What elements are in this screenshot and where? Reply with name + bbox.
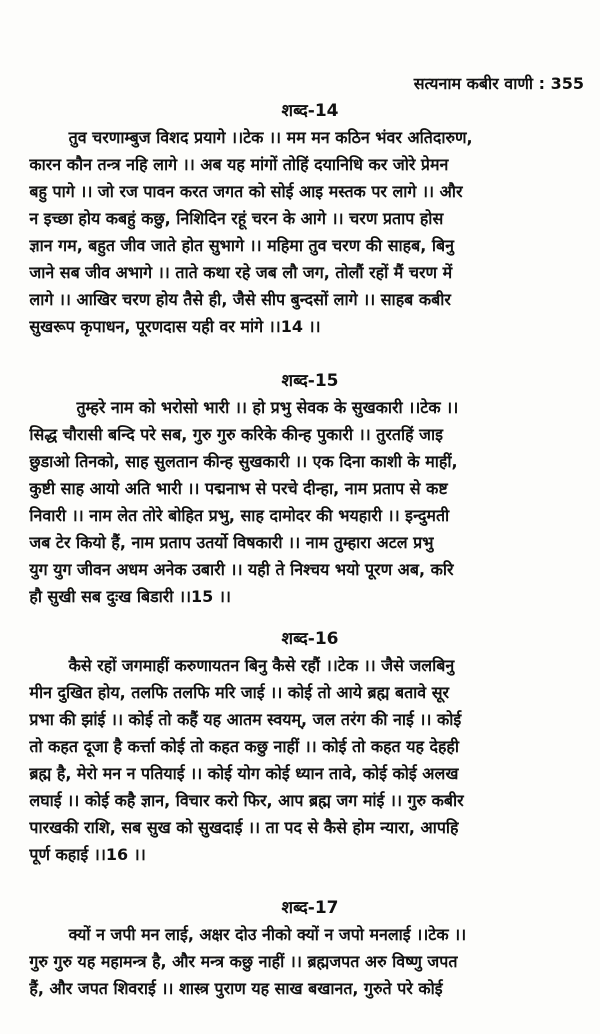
shabd-section <box>0 368 600 610</box>
verse-line: हैं, और जपत शिवराई ।। शास्त्र पुराण यह साख बखानत, गुरुते परे कोई <box>29 979 443 998</box>
verse-line: लघाई ।। कोई कहै ज्ञान, विचार करो फिर, आप ब्रह्म जग मांई ।। गुरु कबीर <box>29 791 464 810</box>
verse-line: कैसे रहों जगमाहीं करुणायतन बिनु कैसे रहौं ।।टेक ।। जैसे जलबिनु <box>68 656 455 675</box>
section-heading: शब्द-16 <box>281 629 339 649</box>
verse-line: छुडाओ तिनको, साह सुलतान कीन्ह सुखकारी ।। एक दिना काशी के माहीं, <box>29 452 458 471</box>
verse-line: निवारी ।। नाम लेत तोरे बोहित प्रभु, साह दामोदर की भयहारी ।। इन्दुमती <box>29 506 450 525</box>
verse-line: युग युग जीवन अधम अनेक उबारी ।। यही ते निश्चय भयो पूरण अब, करि <box>29 560 454 579</box>
verse-line: प्रभा की झांई ।। कोई तो कहैं यह आतम स्वयम्, जल तरंग की नाई ।। कोई <box>29 710 462 729</box>
verse-line: हौ सुखी सब दुःख बिडारी ।।15 ।। <box>29 587 231 606</box>
section-heading: शब्द-17 <box>281 898 339 918</box>
section-heading: शब्द-14 <box>281 101 339 121</box>
shabd-section <box>0 626 600 868</box>
verse-line: जाने सब जीव अभागे ।। ताते कथा रहे जब लौ जग, तोलौं रहों मैं चरण में <box>29 263 453 282</box>
verse-line: तुम्हरे नाम को भरोसो भारी ।। हो प्रभु सेवक के सुखकारी ।।टेक ।। <box>76 398 459 417</box>
verse-line: ज्ञान गम, बहुत जीव जाते होत सुभागे ।। महिमा तुव चरण की साहब, बिनु <box>29 236 454 255</box>
verse-line: ब्रह्म है, मेरो मन न पतियाई ।। कोई योग कोई ध्यान तावे, कोई कोई अलख <box>29 764 459 783</box>
verse-line: सुखरूप कृपाधन, पूरणदास यही वर मांगे ।।14 ।। <box>29 317 321 336</box>
shabd-section <box>0 98 600 340</box>
verse-line: पारखकी राशि, सब सुख को सुखदाई ।। ता पद से कैसे होम न्यारा, आपहि <box>29 818 459 837</box>
verse-line: कारन कौन तन्त्र नहि लागे ।। अब यह मांगों तोहिं दयानिधि कर जोरे प्रेमन <box>29 155 449 174</box>
verse-line: पूर्ण कहाई ।।16 ।। <box>29 845 146 864</box>
verse-line: तो कहत दूजा है कर्त्ता कोई तो कहत कछु नाहीं ।। कोई तो कहत यह देहही <box>29 737 460 756</box>
running-header: सत्यनाम कबीर वाणी : 355 <box>413 74 584 93</box>
shabd-section <box>0 895 600 1002</box>
verse-line: न इच्छा होय कबहुं कछु, निशिदिन रहूं चरन के आगे ।। चरण प्रताप होस <box>29 209 444 228</box>
verse-line: गुरु गुरु यह महामन्त्र है, और मन्त्र कछु नाहीं ।। ब्रह्मजपत अरु विष्णु जपत <box>29 952 458 971</box>
verse-line: क्यों न जपी मन लाई, अक्षर दोउ नीको क्यों न जपो मनलाई ।।टेक ।। <box>68 925 467 944</box>
verse-line: तुव चरणाम्बुज विशद प्रयागे ।।टेक ।। मम मन कठिन भंवर अतिदारुण, <box>68 128 473 147</box>
section-heading: शब्द-15 <box>281 371 339 391</box>
verse-line: बहु पागे ।। जो रज पावन करत जगत को सोई आइ मस्तक पर लागे ।। और <box>29 182 463 201</box>
verse-line: लागे ।। आखिर चरण होय तैसे ही, जैसे सीप बुन्दसों लागे ।। साहब कबीर <box>29 290 451 309</box>
verse-line: मीन दुखित होय, तलफि तलफि मरि जाई ।। कोई तो आये ब्रह्म बतावे सूर <box>29 683 450 702</box>
verse-line: सिद्ध चौरासी बन्दि परे सब, गुरु गुरु करिके कीन्ह पुकारी ।। तुरतहिं जाइ <box>29 425 443 444</box>
verse-line: कुष्टी साह आयो अति भारी ।। पद्मनाभ से परचे दीन्हा, नाम प्रताप से कष्ट <box>29 479 448 498</box>
verse-line: जब टेर कियो हैं, नाम प्रताप उतर्यो विषकारी ।। नाम तुम्हारा अटल प्रभु <box>29 533 434 552</box>
